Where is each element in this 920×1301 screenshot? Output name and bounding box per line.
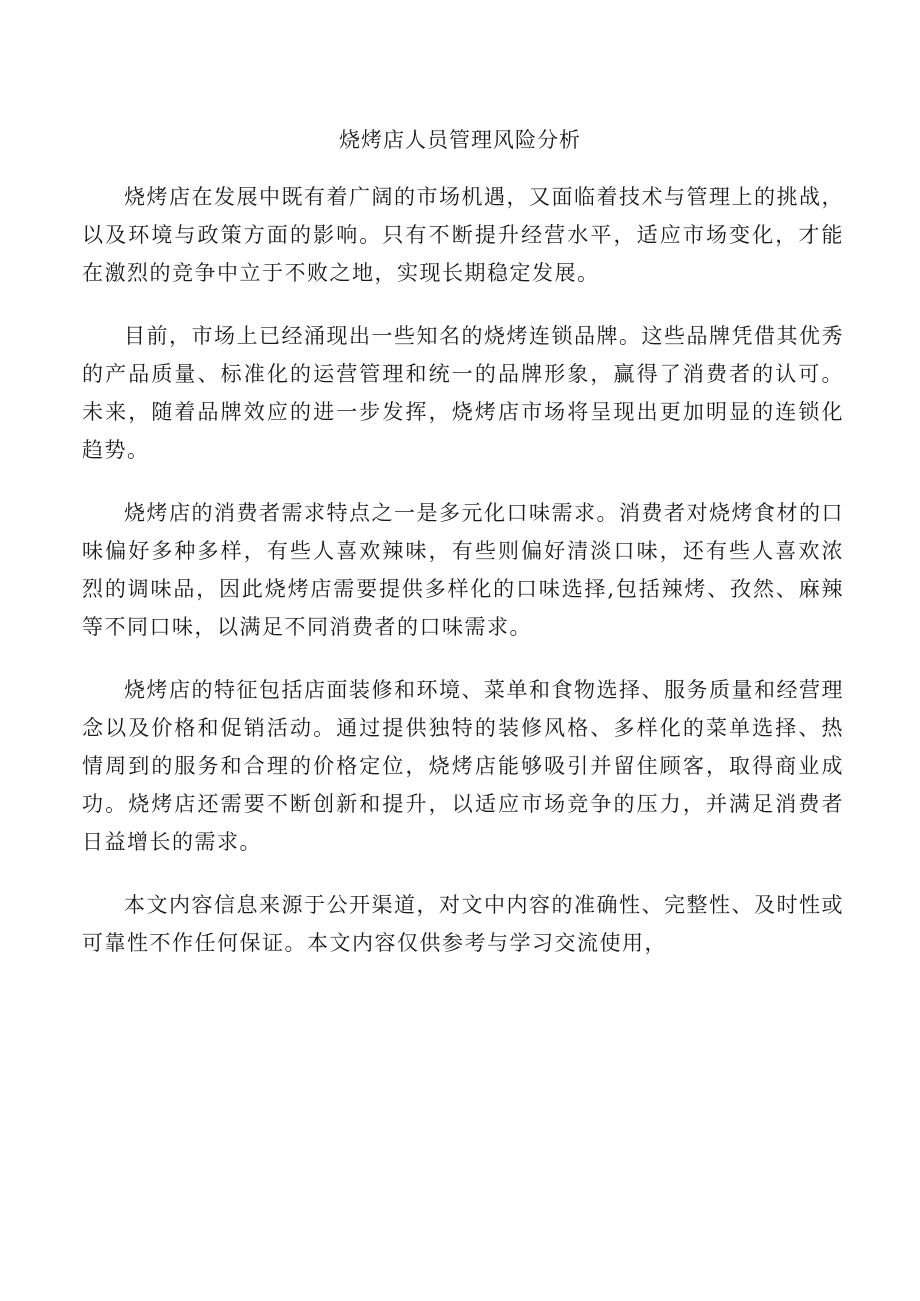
document-title: 烧烤店人员管理风险分析 [339, 128, 581, 152]
paragraph-chain-brands: 目前，市场上已经涌现出一些知名的烧烤连锁品牌。这些品牌凭借其优秀的产品质量、标准化的运营管理和统一的品牌形象，赢得了消费者的认可。未来，随着品牌效应的进一步发挥，烧烤店市场将呈现出更加明显的连锁化趋势。 [82, 324, 844, 462]
paragraph-disclaimer: 本文内容信息来源于公开渠道，对文中内容的准确性、完整性、及时性或可靠性不作任何保证。本文内容仅供参考与学习交流使用， [82, 893, 844, 955]
paragraph-store-features: 烧烤店的特征包括店面装修和环境、菜单和食物选择、服务质量和经营理念以及价格和促销活动。通过提供独特的装修风格、多样化的菜单选择、热情周到的服务和合理的价格定位，烧烤店能够吸引并留住顾客，取得商业成功。烧烤店还需要不断创新和提升，以适应市场竞争的压力，并满足消费者日益增长的需求。 [82, 678, 844, 854]
paragraph-consumer-taste: 烧烤店的消费者需求特点之一是多元化口味需求。消费者对烧烤食材的口味偏好多种多样，有些人喜欢辣味，有些则偏好清淡口味，还有些人喜欢浓烈的调味品，因此烧烤店需要提供多样化的口味选择,包括辣烤、孜然、麻辣等不同口味，以满足不同消费者的口味需求。 [82, 501, 844, 639]
document-body [82, 178, 844, 987]
paragraph-intro: 烧烤店在发展中既有着广阔的市场机遇，又面临着技术与管理上的挑战，以及环境与政策方面的影响。只有不断提升经营水平，适应市场变化，才能在激烈的竞争中立于不败之地，实现长期稳定发展。 [82, 185, 844, 285]
